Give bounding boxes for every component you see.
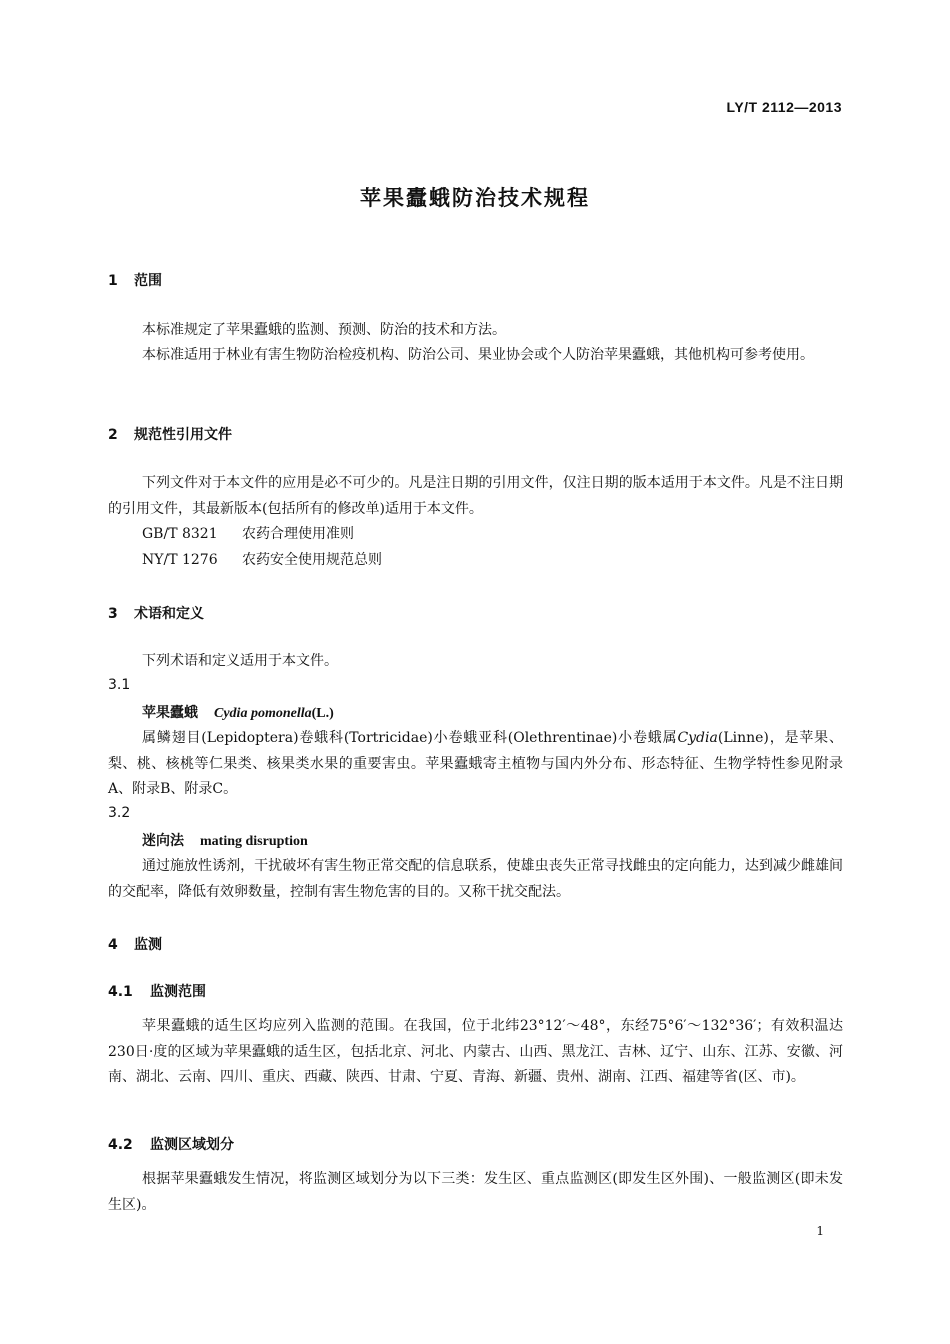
subsection-4-2-paragraph: 根据苹果蠹蛾发生情况，将监测区域划分为以下三类：发生区、重点监测区(即发生区外围)、一般监测区(即未发生区)。 — [108, 1171, 843, 1213]
section-1-heading — [108, 270, 162, 290]
standard-code: LY/T 2112—2013 — [726, 99, 842, 115]
normative-reference — [142, 549, 382, 569]
term-number: 3.2 — [108, 805, 131, 821]
section-title: 术语和定义 — [134, 606, 204, 622]
section-title: 监测 — [134, 937, 162, 953]
section-2-heading — [108, 424, 232, 444]
genus-name: Cydia — [677, 730, 718, 746]
reference-code: NY/T 1276 — [142, 552, 218, 568]
term-definition — [108, 726, 843, 803]
subsection-number: 4.1 — [108, 984, 133, 1000]
term-english: mating disruption — [200, 834, 308, 849]
reference-name: 农药安全使用规范总则 — [242, 552, 382, 568]
section-3-heading — [108, 603, 204, 623]
definition-part: (Linne)，是苹果、梨、桃、核桃等仁果类、核果类水果的重要害虫。苹果蠹蛾寄主植物与国内外分布、形态特征、生物学特性参见附录A、附录B、附录C。 — [108, 730, 843, 798]
section-number: 1 — [108, 273, 118, 289]
section-2-paragraph-1: 下列文件对于本文件的应用是必不可少的。凡是注日期的引用文件，仅注日期的版本适用于本文件。凡是不注日期的引用文件，其最新版本(包括所有的修改单)适用于本文件。 — [108, 475, 843, 517]
subsection-title: 监测范围 — [150, 984, 206, 1000]
term-entry — [142, 830, 308, 850]
term-author: (L.) — [311, 706, 334, 721]
term-scientific-name: Cydia pomonella — [214, 706, 312, 721]
section-title: 规范性引用文件 — [134, 427, 232, 443]
section-number: 2 — [108, 427, 118, 443]
term-number: 3.1 — [108, 677, 131, 693]
term-entry — [142, 702, 334, 722]
section-number: 3 — [108, 606, 118, 622]
reference-name: 农药合理使用准则 — [242, 526, 354, 542]
term-chinese: 迷向法 — [142, 833, 184, 849]
section-title: 范围 — [134, 273, 162, 289]
section-4-heading — [108, 934, 162, 954]
subsection-title: 监测区域划分 — [150, 1137, 234, 1153]
subsection-4-1-paragraph: 苹果蠹蛾的适生区均应列入监测的范围。在我国，位于北纬23°12′～48°，东经75°6′～132°36′；有效积温达230日·度的区域为苹果蠹蛾的适生区，包括北京、河北、内蒙古、山西、黑龙江、吉林、辽宁、山东、江苏、安徽、河南、湖北、云南、四川、重庆、西藏、陕西、甘肃、宁夏、青海、新疆、贵州、湖南、江西、福建等省(区、市)。 — [108, 1018, 843, 1086]
subsection-4-1-heading — [108, 981, 206, 1001]
subsection-number: 4.2 — [108, 1137, 133, 1153]
term-definition: 通过施放性诱剂，干扰破坏有害生物正常交配的信息联系，使雄虫丧失正常寻找雌虫的定向能力，达到减少雌雄间的交配率，降低有效卵数量，控制有害生物危害的目的。又称干扰交配法。 — [108, 858, 843, 900]
document-title: 苹果蠹蛾防治技术规程 — [360, 186, 590, 210]
subsection-4-2-heading — [108, 1134, 234, 1154]
section-1-paragraph-1: 本标准规定了苹果蠹蛾的监测、预测、防治的技术和方法。 — [142, 322, 506, 338]
definition-part: 属鳞翅目(Lepidoptera)卷蛾科(Tortricidae)小卷蛾亚科(Olethrentinae)小卷蛾属 — [142, 730, 678, 746]
page-number: 1 — [816, 1224, 824, 1238]
normative-reference — [142, 523, 354, 543]
section-1-paragraph-2: 本标准适用于林业有害生物防治检疫机构、防治公司、果业协会或个人防治苹果蠹蛾，其他机构可参考使用。 — [142, 347, 814, 363]
section-number: 4 — [108, 937, 118, 953]
section-3-paragraph-1: 下列术语和定义适用于本文件。 — [142, 653, 338, 669]
term-chinese: 苹果蠹蛾 — [142, 705, 198, 721]
reference-code: GB/T 8321 — [142, 526, 218, 542]
